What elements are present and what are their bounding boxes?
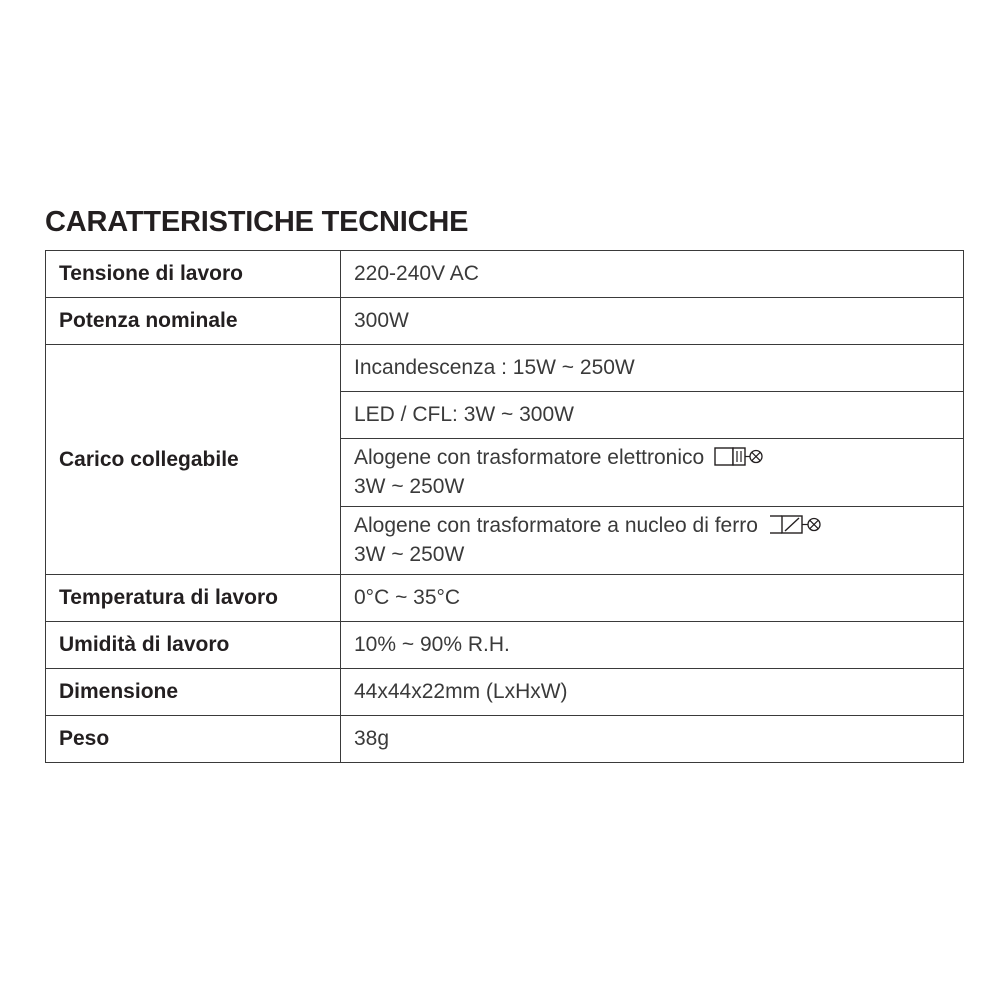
table-row <box>46 251 964 298</box>
table-row <box>46 298 964 345</box>
spec-label: Potenza nominale <box>46 298 341 345</box>
spec-label: Tensione di lavoro <box>46 251 341 298</box>
spec-value: 44x44x22mm (LxHxW) <box>341 669 964 716</box>
table-row <box>46 575 964 622</box>
iron-core-transformer-lamp-icon <box>768 513 828 542</box>
spec-value-line2: 3W ~ 250W <box>354 543 465 566</box>
spec-value: 38g <box>341 716 964 763</box>
spec-value-line2: 3W ~ 250W <box>354 475 465 498</box>
table-row <box>46 622 964 669</box>
spec-value: 10% ~ 90% R.H. <box>341 622 964 669</box>
spec-label: Umidità di lavoro <box>46 622 341 669</box>
table-row <box>46 345 964 392</box>
spec-label: Dimensione <box>46 669 341 716</box>
spec-label: Temperatura di lavoro <box>46 575 341 622</box>
section-title: CARATTERISTICHE TECNICHE <box>45 206 469 238</box>
table-row <box>46 716 964 763</box>
table-row <box>46 669 964 716</box>
spec-value <box>341 507 964 575</box>
spec-value-line1: Alogene con trasformatore elettronico <box>354 446 705 469</box>
specifications-table <box>45 250 964 763</box>
spec-label: Peso <box>46 716 341 763</box>
spec-value: Incandescenza : 15W ~ 250W <box>341 345 964 392</box>
electronic-transformer-lamp-icon <box>714 445 770 474</box>
spec-value-line1: Alogene con trasformatore a nucleo di ferro <box>354 514 758 537</box>
spec-value: 300W <box>341 298 964 345</box>
spec-value: 0°C ~ 35°C <box>341 575 964 622</box>
spec-value: LED / CFL: 3W ~ 300W <box>341 392 964 439</box>
spec-value: 220-240V AC <box>341 251 964 298</box>
spec-value <box>341 439 964 507</box>
spec-label: Carico collegabile <box>46 345 341 575</box>
